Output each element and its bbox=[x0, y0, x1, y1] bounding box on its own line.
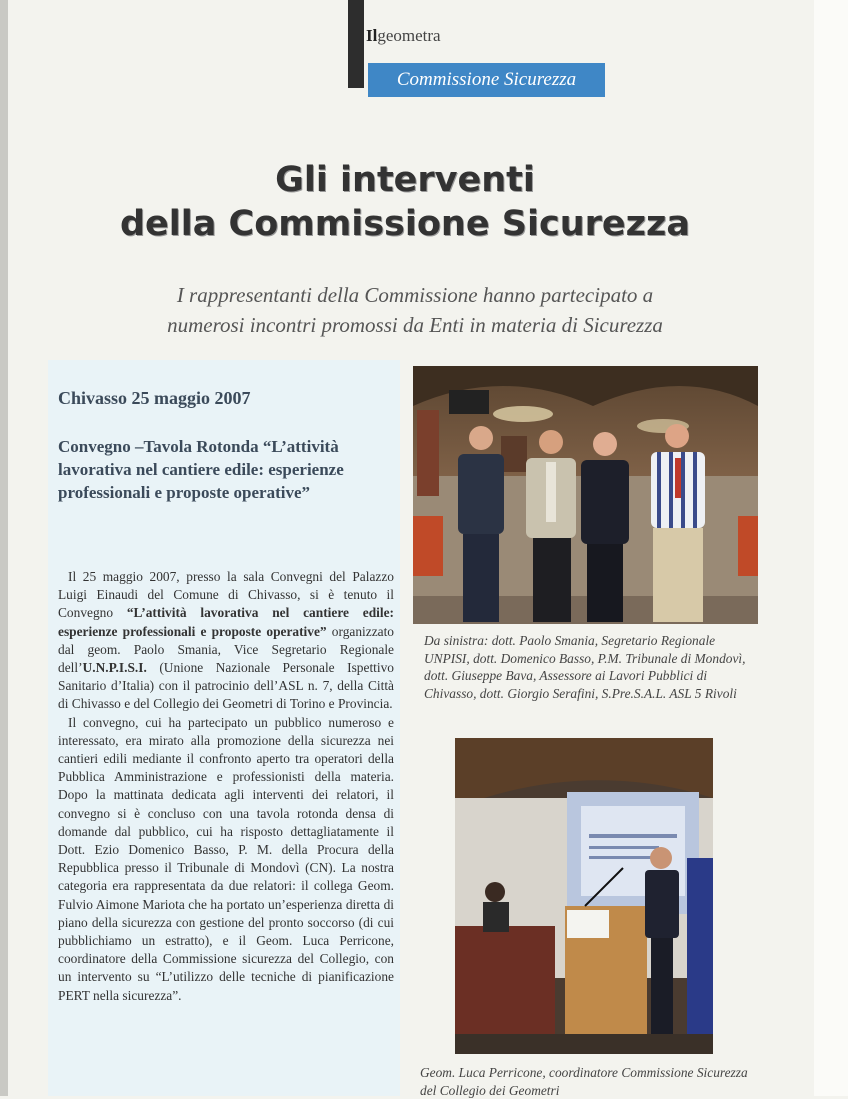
page-binding-shadow bbox=[0, 0, 8, 1096]
article-title bbox=[40, 158, 770, 246]
magazine-suffix: geometra bbox=[377, 26, 441, 45]
article-subtitle bbox=[110, 280, 720, 340]
title-line-1: Gli interventi bbox=[275, 160, 535, 200]
section-badge: Commissione Sicurezza bbox=[368, 63, 605, 97]
page-right-margin bbox=[814, 0, 848, 1096]
title-line-2: della Commissione Sicurezza bbox=[119, 204, 691, 244]
p1-text-c: (Unione Nazionale Personale Ispettivo Sanitario d’Italia) con il patrocinio dell’ASL n. 7, della Città di Chivasso e del Collegio dei Geometri di Torino e Provincia. bbox=[58, 660, 394, 712]
header-accent-bar bbox=[348, 0, 364, 88]
speaker-podium-illustration bbox=[455, 738, 713, 1054]
p1-text-a: Il 25 maggio 2007, presso la sala Convegni del Palazzo Luigi Einaudi del Comune di Chivasso, si è tenuto il Convegno bbox=[58, 569, 394, 621]
subtitle-line-1: I rappresentanti della Commissione hanno partecipato a bbox=[176, 283, 654, 307]
speaker-podium-photo bbox=[455, 738, 713, 1054]
paragraph-1 bbox=[58, 568, 394, 714]
subtitle-line-2: numerosi incontri promossi da Enti in materia di Sicurezza bbox=[167, 313, 663, 337]
p1-unpisi: U.N.P.I.S.I. bbox=[82, 660, 147, 676]
p1-convegno-title: “L’attività lavorativa nel cantiere edile: esperienze professionali e proposte operative” bbox=[58, 605, 394, 639]
article-body bbox=[58, 568, 394, 1005]
event-date: Chivasso 25 maggio 2007 bbox=[58, 388, 251, 408]
paragraph-2: Il convegno, cui ha partecipato un pubblico numeroso e interessato, era mirato alla promozione della sicurezza nei cantieri edili mediante il confronto aperto tra operatori della Pubblica Amministrazione e professionisti della materia. Dopo la mattinata dedicata agli interventi dei relatori, il convegno si è concluso con una tavola rotonda densa di domande dal pubblico, cui ha risposto dettagliatamente il Dott. Ezio Domenico Basso, P. M. della Procura della Repubblica presso il Tribunale di Mondovì (CN). La nostra categoria era rappresentata da due relatori: il collega Geom. Fulvio Aimone Mariota che ha portato un’esperienza diretta di piano della sicurezza con gestione del pronto soccorso (di cui pubblichiamo un estratto), e il Geom. Luca Perricone, coordinatore della Commissione sicurezza del Collegio, con un intervento su “L’utilizzo delle tecniche di pianificazione PERT nella sicurezza”. bbox=[58, 714, 394, 1003]
speakers-group-photo bbox=[413, 366, 758, 624]
group-photo-caption: Da sinistra: dott. Paolo Smania, Segretario Regionale UNPISI, dott. Domenico Basso, P.M. Tribunale di Mondovì, dott. Giuseppe Bava, Assessore ai Lavori Pubblici di Chivasso, dott. Giorgio Serafini, S.Pre.S.A.L. ASL 5 Rivoli bbox=[424, 633, 746, 701]
speaker-photo-caption: Geom. Luca Perricone, coordinatore Commissione Sicurezza del Collegio dei Geometri bbox=[420, 1065, 748, 1098]
event-heading: Convegno –Tavola Rotonda “L’attività lavorativa nel cantiere edile: esperienze professionali e proposte operative” bbox=[58, 437, 344, 502]
magazine-prefix: Il bbox=[366, 26, 378, 45]
p1-text-b: organizzato dal geom. Paolo Smania, Vice Segretario Regionale dell’ bbox=[58, 623, 395, 676]
magazine-name bbox=[366, 26, 441, 46]
speakers-group-illustration bbox=[413, 366, 758, 624]
